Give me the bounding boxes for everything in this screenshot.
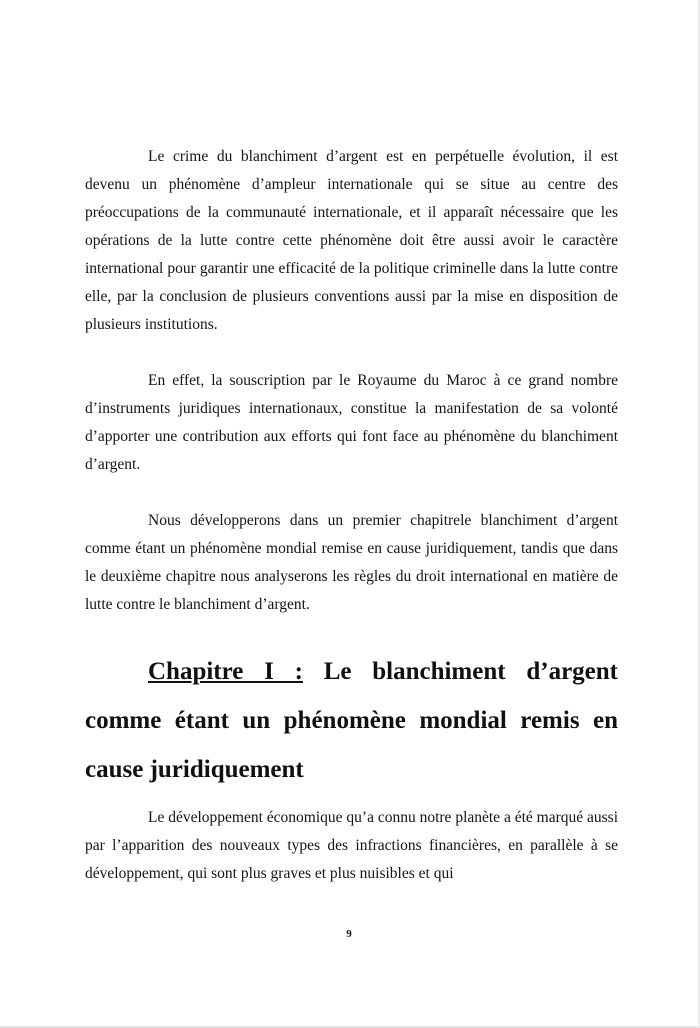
paragraph-evolution-crime: Le crime du blanchiment d’argent est en perpétuelle évolution, il est devenu un phénomène d’ampleur internationale qui se situe au centre des préoccupations de la communauté internationale, et il apparaît nécessaire que les opérations de la lutte contre cette phénomène doit être aussi avoir le caractère international pour garantir une efficacité de la politique criminelle dans la lutte contre elle, par la conclusion de plusieurs conventions aussi par la mise en disposition de plusieurs institutions. [85, 148, 618, 333]
paragraph-plan-chapitres: Nous développerons dans un premier chapitrele blanchiment d’argent comme étant un phénomène mondial remise en cause juridiquement, tandis que dans le deuxième chapitre nous analyserons les règles du droit international en matière de lutte contre le blanchiment d’argent. [85, 512, 618, 613]
chapter-number-label: Chapitre I : [148, 658, 303, 685]
chapter-title-text: Le blanchiment d’argent comme étant un phénomène mondial remis en cause juridiquement [85, 658, 618, 783]
chapter-heading [85, 647, 618, 794]
paragraph-souscription-maroc: En effet, la souscription par le Royaume du Maroc à ce grand nombre d’instruments juridiques internationaux, constitue la manifestation de sa volonté d’apporter une contribution aux efforts qui font face au phénomène du blanchiment d’argent. [85, 372, 618, 473]
page-number: 9 [346, 928, 352, 940]
paragraph-developpement-economique: Le développement économique qu’a connu notre planète a été marqué aussi par l’apparition des nouveaux types des infractions financières, en parallèle à se développement, qui sont plus graves et plus nuisibles et qui [85, 809, 618, 882]
